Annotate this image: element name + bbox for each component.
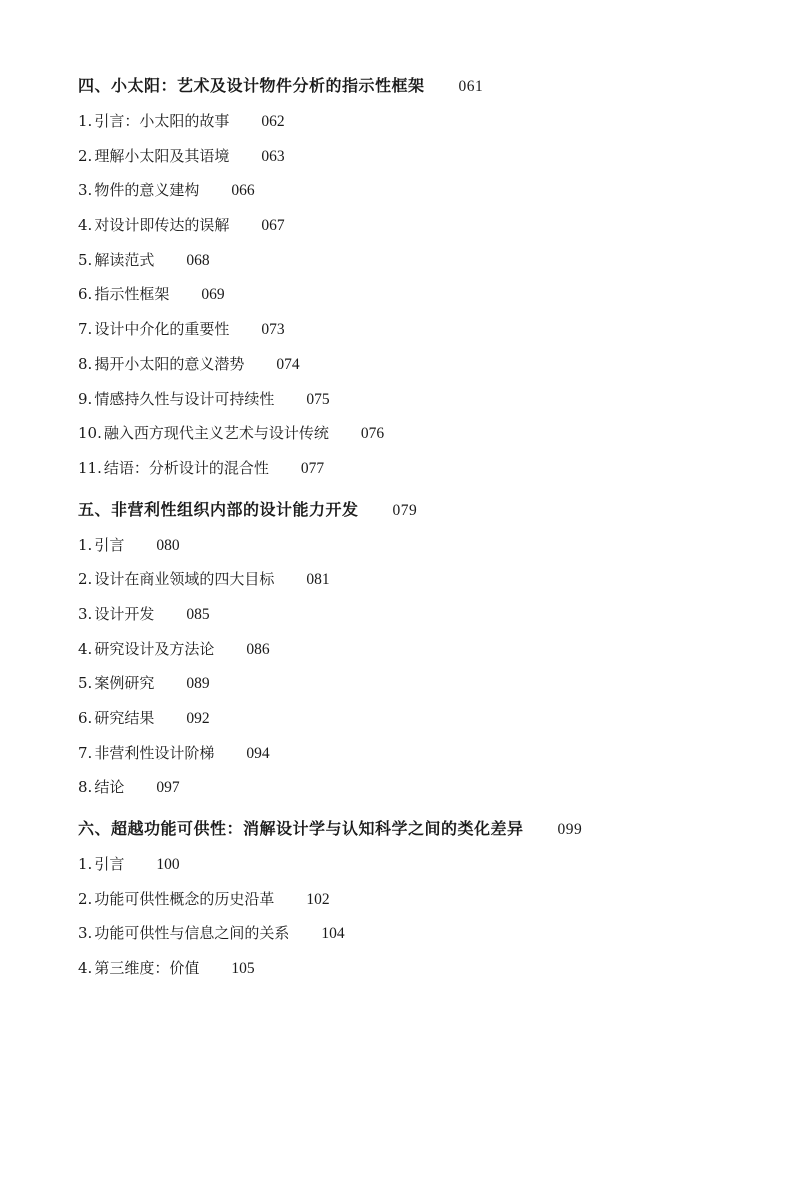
section-heading [78,496,768,524]
entry-number: 2. [78,889,93,908]
section-heading [78,815,768,843]
entry-number: 3. [78,604,93,623]
toc-entry [78,416,768,451]
entry-number: 1. [78,535,93,554]
entry-title: 指示性框架 [94,285,170,304]
entry-number: 9. [78,389,93,408]
entry-title: 理解小太阳及其语境 [94,146,230,165]
entry-title: 解读范式 [94,250,155,269]
toc-entry-list [78,104,768,486]
entry-title: 结语：分析设计的混合性 [103,458,269,477]
entry-number: 8. [78,778,93,797]
entry-page-number: 073 [261,321,285,339]
toc-entry [78,951,768,986]
entry-page-number: 066 [231,182,255,200]
section-heading [78,72,768,100]
entry-number: 7. [78,320,93,339]
section-title: 四、小太阳：艺术及设计物件分析的指示性框架 [78,76,425,95]
toc-entry [78,528,768,563]
entry-page-number: 081 [306,571,330,589]
toc-entry [78,104,768,139]
entry-number: 7. [78,743,93,762]
entry-page-number: 074 [276,355,300,373]
entry-title: 功能可供性与信息之间的关系 [94,924,290,943]
table-of-contents [78,72,768,996]
section-page-number: 099 [557,821,583,839]
entry-title: 情感持久性与设计可持续性 [94,389,275,408]
entry-title: 设计中介化的重要性 [94,320,230,339]
entry-number: 11. [78,458,102,477]
entry-title: 研究设计及方法论 [94,639,215,658]
entry-title: 功能可供性概念的历史沿革 [94,889,275,908]
toc-entry [78,243,768,278]
entry-number: 1. [78,855,93,874]
entry-title: 引言：小太阳的故事 [94,112,230,130]
entry-page-number: 063 [261,147,285,165]
toc-entry [78,173,768,208]
toc-entry [78,312,768,347]
entry-page-number: 097 [156,779,180,797]
entry-number: 8. [78,354,93,373]
toc-entry [78,597,768,632]
entry-number: 4. [78,959,93,978]
toc-entry [78,347,768,382]
toc-entry [78,736,768,771]
entry-title: 案例研究 [94,674,155,693]
toc-entry [78,277,768,312]
section-page-number: 079 [392,501,418,519]
entry-page-number: 077 [300,459,325,477]
entry-title: 第三维度：价值 [94,959,200,978]
toc-entry [78,139,768,174]
entry-page-number: 085 [186,605,210,623]
entry-page-number: 076 [360,425,385,443]
toc-entry [78,701,768,736]
toc-entry [78,847,768,882]
entry-title: 研究结果 [94,709,155,727]
entry-page-number: 100 [156,856,180,874]
entry-page-number: 094 [246,744,270,762]
entry-title: 对设计即传达的误解 [94,216,230,235]
toc-entry [78,916,768,951]
entry-page-number: 086 [246,640,270,658]
toc-entry-list [78,847,768,986]
entry-title: 结论 [94,778,125,797]
toc-entry [78,632,768,667]
toc-section [78,815,768,986]
toc-entry [78,451,768,486]
entry-page-number: 102 [306,890,330,908]
entry-page-number: 092 [186,710,210,727]
entry-number: 4. [78,216,93,235]
entry-title: 引言 [94,535,125,554]
entry-page-number: 068 [186,251,210,269]
entry-number: 2. [78,570,93,589]
entry-number: 2. [78,146,93,165]
entry-page-number: 089 [186,675,210,693]
entry-page-number: 104 [321,925,345,943]
toc-entry [78,882,768,917]
toc-entry [78,770,768,805]
toc-entry [78,382,768,417]
entry-page-number: 067 [261,217,285,235]
entry-title: 物件的意义建构 [94,181,200,200]
entry-page-number: 080 [156,536,180,554]
entry-title: 设计开发 [94,604,155,623]
entry-number: 6. [78,709,93,727]
toc-entry [78,562,768,597]
toc-entry [78,666,768,701]
entry-number: 4. [78,639,93,658]
section-title: 六、超越功能可供性：消解设计学与认知科学之间的类化差异 [78,819,524,839]
entry-number: 1. [78,112,93,130]
toc-section [78,72,768,486]
entry-title: 揭开小太阳的意义潜势 [94,354,245,373]
entry-page-number: 062 [261,113,285,130]
section-page-number: 061 [458,78,484,95]
entry-title: 引言 [94,855,125,874]
entry-title: 融入西方现代主义艺术与设计传统 [103,424,329,443]
entry-page-number: 105 [231,960,255,978]
entry-number: 6. [78,285,93,304]
entry-title: 设计在商业领域的四大目标 [94,570,275,589]
toc-entry-list [78,528,768,806]
toc-section [78,496,768,806]
entry-page-number: 069 [201,286,225,304]
entry-title: 非营利性设计阶梯 [94,743,215,762]
entry-number: 10. [78,424,102,443]
section-title: 五、非营利性组织内部的设计能力开发 [78,499,359,519]
entry-number: 3. [78,924,93,943]
entry-number: 5. [78,674,93,693]
toc-entry [78,208,768,243]
entry-number: 5. [78,250,93,269]
entry-number: 3. [78,181,93,200]
entry-page-number: 075 [306,390,330,408]
